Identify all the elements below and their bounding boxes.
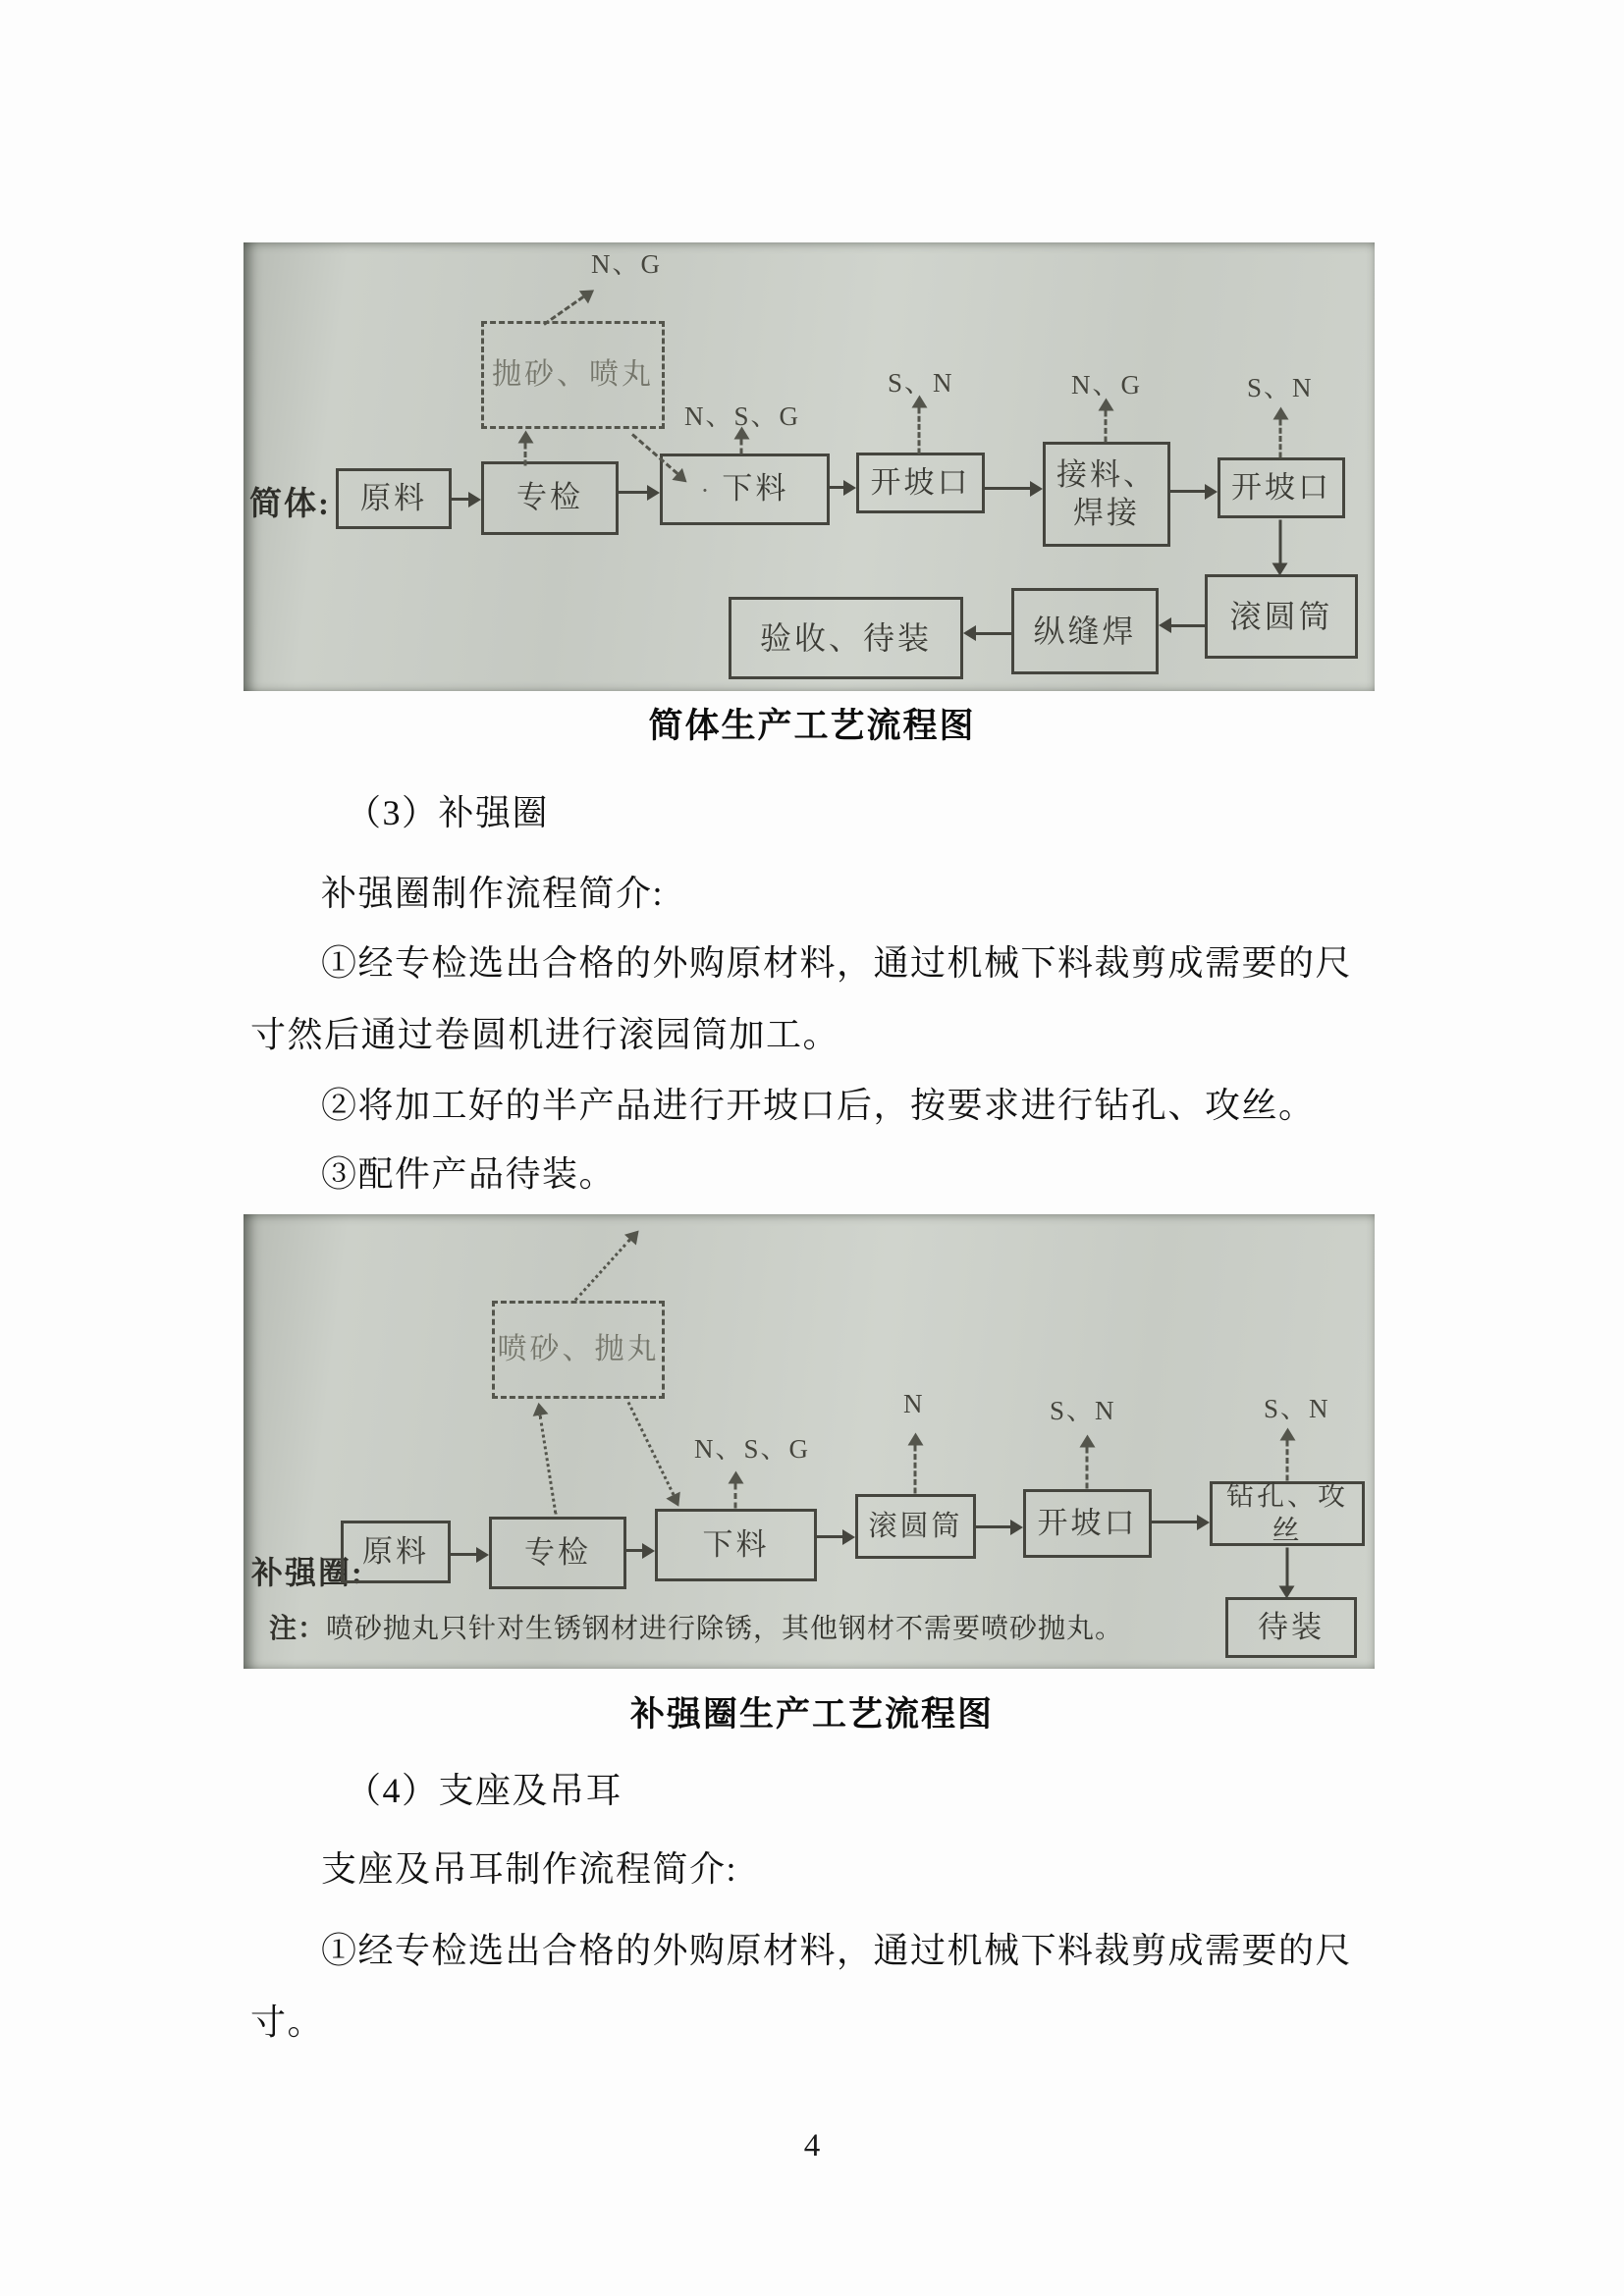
flow1-label-ng-top: N、G bbox=[591, 249, 662, 279]
arrow-seamweld-to-acceptance bbox=[976, 632, 1011, 635]
flow2-note-text: 喷砂抛丸只针对生锈钢材进行除锈，其他钢材不需要喷砂抛丸。 bbox=[326, 1614, 1124, 1644]
flow1-box-raw-material: 原料 bbox=[336, 468, 452, 529]
flowchart-photo-reinforcement-ring bbox=[244, 1214, 1375, 1669]
flow2-note-prefix: 注： bbox=[269, 1614, 327, 1644]
flow1-box-special-inspection: 专检 bbox=[481, 461, 619, 535]
flow1-label-sn-bevel1: S、N bbox=[888, 368, 954, 398]
dashed-arrow-roll-up-2 bbox=[914, 1446, 917, 1494]
section4-para1-line1: ①经专检选出合格的外购原材料，通过机械下料裁剪成需要的尺 bbox=[321, 1931, 1353, 1970]
arrow-splice-to-bevel2 bbox=[1170, 490, 1205, 493]
dashed-arrow-bevel-up-2 bbox=[1086, 1448, 1089, 1489]
flow1-box-acceptance-await-assembly: 验收、待装 bbox=[729, 597, 963, 679]
flow1-box-splicing-line2: 焊接 bbox=[1073, 495, 1140, 530]
dashed-arrow-drill-up-2 bbox=[1286, 1441, 1289, 1481]
section3-intro: 补强圈制作流程简介: bbox=[321, 874, 665, 913]
arrow-cut-to-roll-2 bbox=[817, 1535, 842, 1538]
dotted-arrow-sandblast-to-cut-2 bbox=[627, 1402, 676, 1496]
flow1-box-longitudinal-seam-weld: 纵缝焊 bbox=[1011, 588, 1159, 674]
flow2-box-drilling-tapping: 钻孔、攻丝 bbox=[1210, 1481, 1365, 1546]
section3-para2: ②将加工好的半产品进行开坡口后，按要求进行钻孔、攻丝。 bbox=[321, 1086, 1316, 1125]
flow1-box-sandblast-shotblast: 抛砂、喷丸 bbox=[481, 321, 665, 429]
section3-para3: ③配件产品待装。 bbox=[321, 1154, 617, 1194]
arrow-roll-to-seamweld bbox=[1171, 624, 1205, 627]
dotted-arrow-inspect-to-sandblast-2 bbox=[539, 1415, 558, 1515]
arrow-cut-to-bevel1 bbox=[830, 486, 843, 489]
dashed-arrow-bevel1-up bbox=[918, 408, 921, 454]
flow2-box-beveling: 开坡口 bbox=[1023, 1489, 1152, 1558]
flow2-box-special-inspection: 专检 bbox=[489, 1517, 626, 1589]
arrow-raw-to-inspect bbox=[452, 498, 468, 501]
caption-cylinder-flowchart: 简体生产工艺流程图 bbox=[648, 707, 976, 745]
arrow-bevel1-to-splice bbox=[985, 487, 1030, 490]
flow2-box-rolling: 滚圆筒 bbox=[855, 1494, 976, 1559]
flow2-box-await-assembly: 待装 bbox=[1225, 1597, 1357, 1658]
flow1-label-sn-bevel2: S、N bbox=[1247, 373, 1314, 402]
flowchart-photo-cylinder bbox=[244, 242, 1375, 691]
flow2-label-sn-bevel: S、N bbox=[1050, 1396, 1116, 1425]
section4-heading: （4）支座及吊耳 bbox=[346, 1771, 623, 1810]
flow2-box-cutting: 下料 bbox=[655, 1509, 817, 1581]
flow2-label-sn-drill: S、N bbox=[1264, 1394, 1330, 1423]
dashed-arrow-inspect-to-sandblast bbox=[524, 444, 527, 466]
arrow-roll-to-bevel-2 bbox=[976, 1525, 1010, 1528]
arrow-inspect-to-cut-2 bbox=[626, 1549, 642, 1552]
flow1-box-splicing-line1: 接料、 bbox=[1056, 456, 1157, 492]
dashed-arrow-splice-up bbox=[1105, 411, 1108, 443]
flow1-box-cutting bbox=[660, 454, 830, 525]
section4-intro: 支座及吊耳制作流程简介: bbox=[321, 1849, 738, 1889]
dotted-arrow-sandblast-up-offphoto bbox=[574, 1239, 631, 1302]
flow1-box-beveling-2: 开坡口 bbox=[1218, 457, 1345, 518]
flow1-label-ng-splice: N、G bbox=[1071, 370, 1142, 400]
arrow-bevel2-down-to-roll bbox=[1279, 520, 1282, 563]
stray-dot-mark: · bbox=[700, 476, 713, 506]
dashed-arrow-bevel2-up bbox=[1279, 420, 1282, 458]
flow1-box-cutting-label: 下料 bbox=[722, 471, 789, 507]
page-number: 4 bbox=[803, 2128, 821, 2163]
flow1-label-nsg-cut: N、S、G bbox=[684, 401, 801, 431]
arrow-inspect-to-cut bbox=[619, 491, 647, 494]
section3-para1-line2: 寸然后通过卷圆机进行滚园筒加工。 bbox=[250, 1015, 840, 1054]
arrow-raw-to-inspect-2 bbox=[451, 1553, 476, 1556]
flow1-box-splicing-welding bbox=[1043, 442, 1170, 547]
flow2-label-n-roll: N bbox=[903, 1389, 925, 1418]
dashed-arrow-cut-up bbox=[740, 440, 743, 454]
flow2-note bbox=[269, 1607, 1123, 1646]
section4-para1-line2: 寸。 bbox=[250, 2002, 325, 2042]
flow2-box-sandblast-shotblast: 喷砂、抛丸 bbox=[492, 1301, 665, 1399]
flow2-label-nsg-cut: N、S、G bbox=[694, 1434, 811, 1464]
section3-para1-line1: ①经专检选出合格的外购原材料，通过机械下料裁剪成需要的尺 bbox=[321, 943, 1353, 983]
flow1-box-rolling: 滚圆筒 bbox=[1205, 574, 1358, 659]
flow1-row-label: 简体: bbox=[249, 487, 331, 522]
arrow-bevel-to-drill-2 bbox=[1152, 1521, 1197, 1523]
caption-reinforcement-ring-flowchart: 补强圈生产工艺流程图 bbox=[629, 1695, 994, 1734]
arrow-drill-down-to-ready bbox=[1286, 1548, 1289, 1586]
flow2-box-raw-material: 原料 bbox=[341, 1521, 451, 1583]
flow1-box-beveling-1: 开坡口 bbox=[856, 453, 985, 513]
dashed-arrow-cut-up-2 bbox=[734, 1484, 737, 1509]
section3-heading: （3）补强圈 bbox=[346, 793, 550, 832]
flow2-row-label: 补强圈: bbox=[251, 1555, 364, 1590]
